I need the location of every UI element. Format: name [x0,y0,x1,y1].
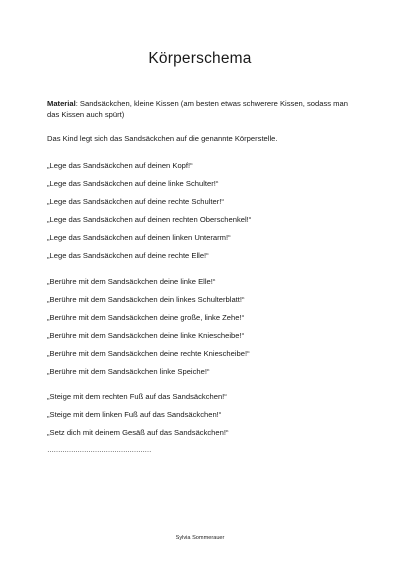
document-body [47,99,357,457]
instruction-line: „Berühre mit dem Sandsäckchen deine linke Kniescheibe!“ [47,330,245,340]
instruction-line: „Lege das Sandsäckchen auf deine rechte Elle!“ [47,251,209,260]
instruction-group-lege [47,161,357,262]
instruction-line: „Lege das Sandsäckchen auf deinen linken Unterarm!“ [47,233,231,242]
instruction-group-steige [47,392,357,439]
footer-author: Sylvia Sommerauer [175,535,225,541]
instruction-line: „Setz dich mit deinem Gesäß auf das Sandsäckchen!“ [47,428,229,437]
instruction-line: „Berühre mit dem Sandsäckchen deine linke Elle!“ [47,276,216,286]
page-title: Körperschema [148,50,252,67]
instruction-line: „Lege das Sandsäckchen auf deinen Kopf!“ [47,161,193,170]
instruction-line: „Lege das Sandsäckchen auf deine rechte Schulter!“ [47,197,224,206]
instruction-line: „Berühre mit dem Sandsäckchen linke Speiche!“ [47,366,210,376]
material-label: Material [47,99,76,108]
instruction-line: „Berühre mit dem Sandsäckchen dein linkes Schulterblatt!“ [47,294,245,304]
instruction-line: „Berühre mit dem Sandsäckchen deine große, linke Zehe!“ [47,312,245,322]
instruction-group-beruehre [47,277,357,378]
instruction-line: „Lege das Sandsäckchen auf deinen rechten Oberschenkel!“ [47,215,252,224]
instruction-line: „Steige mit dem linken Fuß auf das Sandsäckchen!“ [47,410,222,419]
instruction-line: „Berühre mit dem Sandsäckchen deine rechte Kniescheibe!“ [47,348,250,358]
dotted-continuation-line: ………………………………………… [47,447,151,454]
material-paragraph [47,99,357,120]
intro-paragraph: Das Kind legt sich das Sandsäckchen auf die genannte Körperstelle. [47,134,278,143]
instruction-line: „Lege das Sandsäckchen auf deine linke Schulter!“ [47,179,219,188]
instruction-line: „Steige mit dem rechten Fuß auf das Sandsäckchen!“ [47,392,227,401]
material-text: : Sandsäckchen, kleine Kissen (am besten etwas schwerere Kissen, sodass man das Kissen auch spürt) [47,99,348,119]
